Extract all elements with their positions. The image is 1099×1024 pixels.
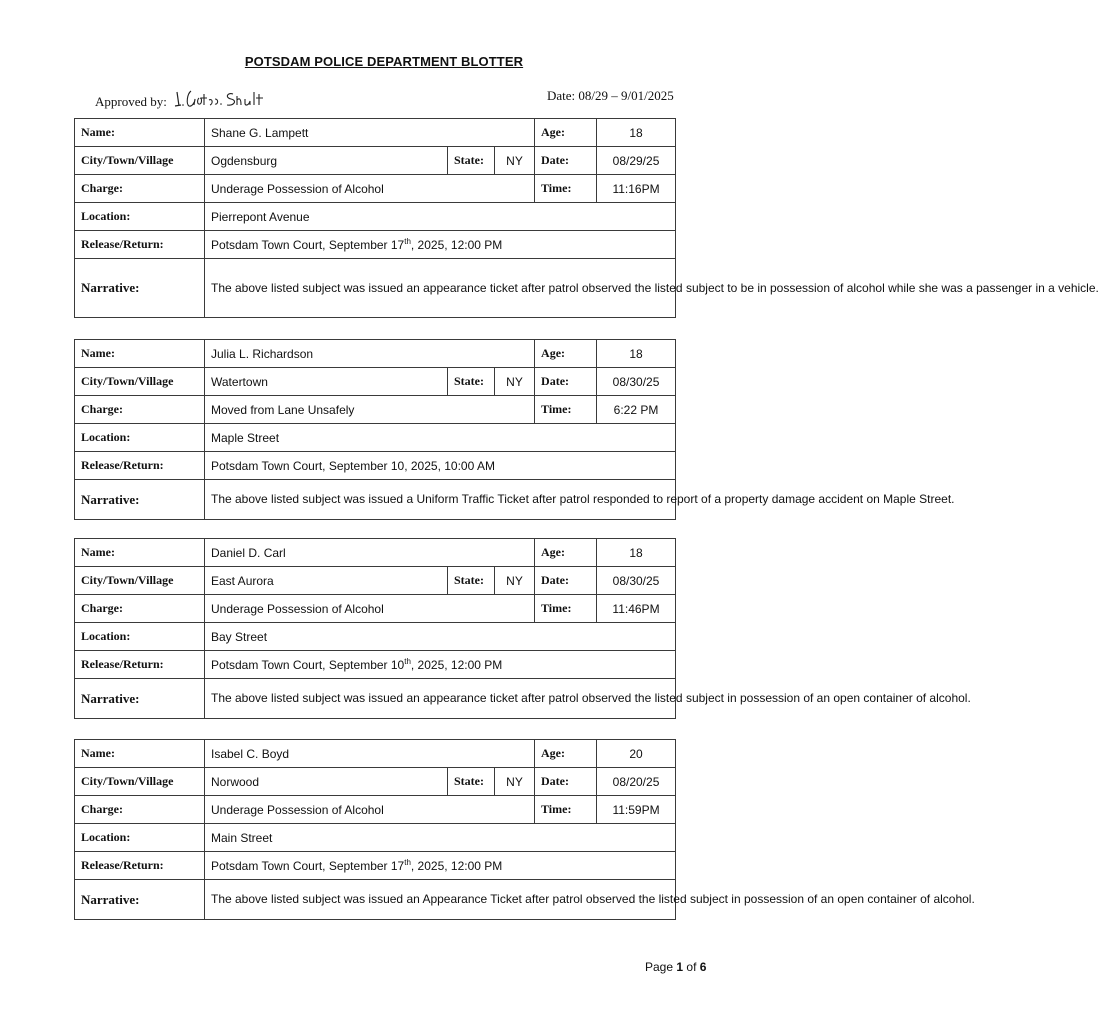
blotter-record — [74, 538, 971, 719]
city-row — [75, 368, 676, 396]
time-value: 11:16PM — [597, 175, 676, 203]
location-row — [75, 424, 676, 452]
blotter-record — [74, 118, 1099, 318]
location-row — [75, 623, 676, 651]
narrative-row — [75, 880, 676, 920]
location-label: Location: — [75, 623, 205, 651]
age-label: Age: — [535, 740, 597, 768]
narrative-label: Narrative: — [75, 679, 205, 719]
date-label: Date: — [535, 768, 597, 796]
name-value: Shane G. Lampett — [205, 119, 535, 147]
release-row — [75, 651, 676, 679]
release-value: Potsdam Town Court, September 17th, 2025, 12:00 PM — [205, 231, 676, 259]
city-value: East Aurora — [205, 567, 448, 595]
signature — [173, 86, 273, 110]
city-label: City/Town/Village — [75, 368, 205, 396]
time-label: Time: — [535, 396, 597, 424]
charge-row — [75, 396, 676, 424]
narrative-label: Narrative: — [75, 480, 205, 520]
release-value: Potsdam Town Court, September 10th, 2025, 12:00 PM — [205, 651, 676, 679]
time-value: 11:59PM — [597, 796, 676, 824]
release-label: Release/Return: — [75, 452, 205, 480]
age-label: Age: — [535, 119, 597, 147]
location-label: Location: — [75, 424, 205, 452]
release-label: Release/Return: — [75, 852, 205, 880]
charge-row — [75, 796, 676, 824]
date-label: Date: — [535, 147, 597, 175]
location-value: Main Street — [205, 824, 676, 852]
city-value: Ogdensburg — [205, 147, 448, 175]
state-label: State: — [448, 768, 495, 796]
release-row — [75, 231, 676, 259]
blotter-record — [74, 339, 955, 520]
narrative-value: The above listed subject was issued an Appearance Ticket after patrol observed the listed subject in possession of an open container of alcohol. — [205, 880, 676, 920]
city-row — [75, 768, 676, 796]
narrative-row — [75, 259, 676, 318]
name-row — [75, 740, 676, 768]
location-label: Location: — [75, 824, 205, 852]
name-value: Isabel C. Boyd — [205, 740, 535, 768]
page-total: 6 — [699, 960, 707, 974]
state-value: NY — [495, 368, 535, 396]
name-row — [75, 119, 676, 147]
name-row — [75, 340, 676, 368]
narrative-value: The above listed subject was issued an appearance ticket after patrol observed the listed subject to be in possession of alcohol while she was a passenger in a vehicle. — [205, 259, 676, 318]
blotter-record — [74, 739, 975, 920]
location-value: Pierrepont Avenue — [205, 203, 676, 231]
charge-value: Underage Possession of Alcohol — [205, 796, 535, 824]
charge-label: Charge: — [75, 175, 205, 203]
location-value: Bay Street — [205, 623, 676, 651]
date-label: Date: — [535, 368, 597, 396]
narrative-row — [75, 679, 676, 719]
city-row — [75, 147, 676, 175]
city-label: City/Town/Village — [75, 768, 205, 796]
age-value: 18 — [597, 539, 676, 567]
narrative-label: Narrative: — [75, 880, 205, 920]
time-value: 6:22 PM — [597, 396, 676, 424]
release-row — [75, 452, 676, 480]
narrative-row — [75, 480, 676, 520]
charge-row — [75, 595, 676, 623]
time-label: Time: — [535, 796, 597, 824]
approved-by-label: Approved by: — [95, 94, 167, 109]
age-value: 20 — [597, 740, 676, 768]
name-label: Name: — [75, 340, 205, 368]
page-counter: Page 1 of 6 — [645, 960, 707, 974]
date-value: 08/29/25 — [597, 147, 676, 175]
state-label: State: — [448, 147, 495, 175]
date-value: 08/30/25 — [597, 567, 676, 595]
date-range: Date: 08/29 – 9/01/2025 — [547, 88, 674, 103]
release-label: Release/Return: — [75, 231, 205, 259]
charge-row — [75, 175, 676, 203]
location-row — [75, 824, 676, 852]
city-value: Norwood — [205, 768, 448, 796]
state-value: NY — [495, 567, 535, 595]
narrative-label: Narrative: — [75, 259, 205, 318]
page-title: POTSDAM POLICE DEPARTMENT BLOTTER — [244, 54, 524, 69]
date-label: Date: — [535, 567, 597, 595]
age-label: Age: — [535, 340, 597, 368]
charge-label: Charge: — [75, 796, 205, 824]
page-number: 1 — [676, 960, 684, 974]
charge-label: Charge: — [75, 595, 205, 623]
name-label: Name: — [75, 740, 205, 768]
name-row — [75, 539, 676, 567]
age-value: 18 — [597, 119, 676, 147]
release-value: Potsdam Town Court, September 10, 2025, 10:00 AM — [205, 452, 676, 480]
name-label: Name: — [75, 539, 205, 567]
signature-graphic — [173, 86, 273, 110]
charge-label: Charge: — [75, 396, 205, 424]
name-value: Daniel D. Carl — [205, 539, 535, 567]
city-label: City/Town/Village — [75, 147, 205, 175]
state-label: State: — [448, 368, 495, 396]
state-value: NY — [495, 147, 535, 175]
state-label: State: — [448, 567, 495, 595]
release-row — [75, 852, 676, 880]
date-value: 08/20/25 — [597, 768, 676, 796]
release-value: Potsdam Town Court, September 17th, 2025, 12:00 PM — [205, 852, 676, 880]
time-value: 11:46PM — [597, 595, 676, 623]
state-value: NY — [495, 768, 535, 796]
charge-value: Underage Possession of Alcohol — [205, 595, 535, 623]
city-row — [75, 567, 676, 595]
time-label: Time: — [535, 175, 597, 203]
approval-line — [95, 86, 273, 110]
name-label: Name: — [75, 119, 205, 147]
release-label: Release/Return: — [75, 651, 205, 679]
date-value: 08/30/25 — [597, 368, 676, 396]
name-value: Julia L. Richardson — [205, 340, 535, 368]
charge-value: Moved from Lane Unsafely — [205, 396, 535, 424]
time-label: Time: — [535, 595, 597, 623]
location-value: Maple Street — [205, 424, 676, 452]
city-label: City/Town/Village — [75, 567, 205, 595]
narrative-value: The above listed subject was issued an appearance ticket after patrol observed the listed subject in possession of an open container of alcohol. — [205, 679, 676, 719]
age-label: Age: — [535, 539, 597, 567]
age-value: 18 — [597, 340, 676, 368]
city-value: Watertown — [205, 368, 448, 396]
location-label: Location: — [75, 203, 205, 231]
narrative-value: The above listed subject was issued a Uniform Traffic Ticket after patrol responded to report of a property damage accident on Maple Street. — [205, 480, 676, 520]
charge-value: Underage Possession of Alcohol — [205, 175, 535, 203]
location-row — [75, 203, 676, 231]
